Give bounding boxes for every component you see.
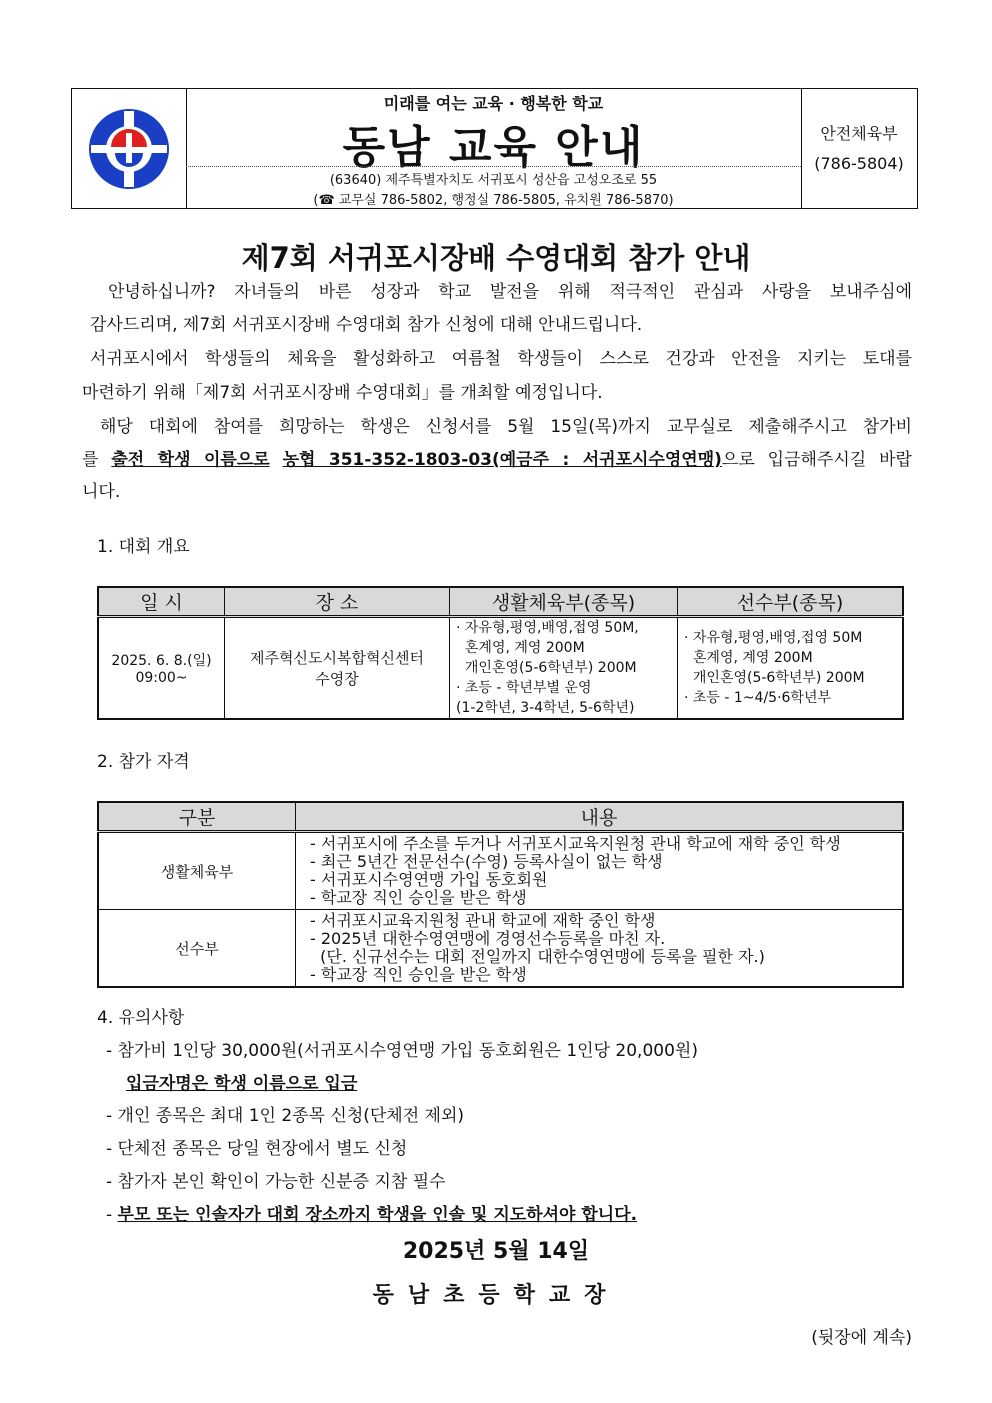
note-subitem: 입금자명은 학생 이름으로 입금	[126, 1074, 358, 1094]
list-item: · 초등 - 1~4/5·6학년부	[684, 690, 831, 706]
text: 으로 입금해주시길 바랍	[721, 450, 912, 470]
list-item: 혼계영, 계영 200M	[684, 650, 813, 666]
note-item: - 참가자 본인 확인이 가능한 신분증 지참 필수	[106, 1172, 446, 1192]
dash: -	[106, 1205, 113, 1225]
table-row	[98, 617, 903, 720]
category-cell: 선수부	[98, 910, 296, 988]
venue-text: 제주혁신도시복합혁신센터	[250, 649, 424, 667]
table-header-row	[98, 587, 903, 617]
column-header: 내용	[296, 802, 904, 832]
list-item: · 자유형,평영,배영,접영 50M,	[456, 620, 639, 636]
newsletter-title: 동남 교육 안내	[342, 122, 645, 173]
department-cell	[801, 89, 917, 208]
list-item: (단. 신규선수는 대회 전일까지 대한수영연맹에 등록을 필한 자.)	[310, 947, 765, 966]
category-cell: 생활체육부	[98, 832, 296, 910]
section-heading: 2. 참가 자격	[97, 752, 190, 772]
content-cell	[296, 910, 904, 988]
list-item: - 2025년 대한수영연맹에 경영선수등록을 마친 자.	[310, 929, 666, 948]
school-logo-icon	[87, 107, 171, 191]
column-header: 선수부(종목)	[678, 587, 904, 617]
event-venue	[225, 617, 450, 720]
intro-p3-line2	[82, 444, 912, 477]
logo-cell	[72, 89, 187, 208]
section-heading: 1. 대회 개요	[97, 537, 190, 557]
principal-signature: 동남초등학교장	[372, 1283, 620, 1308]
event-date	[98, 617, 225, 720]
intro-p3-line3: 니다.	[82, 482, 121, 502]
school-address: (63640) 제주특별자치도 서귀포시 성산읍 고성오조로 55	[329, 173, 658, 188]
event-overview-table	[97, 586, 904, 720]
note-item: - 참가비 1인당 30,000원(서귀포시수영연맹 가입 동호회원은 1인당 20,000원)	[106, 1041, 698, 1061]
list-item: · 초등 - 학년부별 운영	[456, 680, 592, 696]
table-row	[98, 832, 903, 910]
letterhead	[71, 88, 918, 209]
document-title: 제7회 서귀포시장배 수영대회 참가 안내	[241, 241, 751, 275]
department-name: 안전체육부	[820, 123, 898, 143]
school-phones: (☎ 교무실 786-5802, 행정실 786-5805, 유치원 786-5870)	[313, 193, 674, 208]
bank-account: 농협 351-352-1803-03(예금주 : 서귀포시수영연맹)	[282, 450, 722, 470]
life-sports-events	[450, 617, 678, 720]
athlete-events	[678, 617, 904, 720]
column-header: 구분	[98, 802, 296, 832]
note-item: - 단체전 종목은 당일 현장에서 별도 신청	[106, 1139, 408, 1159]
intro-p3-line1: 해당 대회에 참여를 희망하는 학생은 신청서를 5월 15일(목)까지 교무실로 제출해주시고 참가비	[100, 417, 912, 437]
slogan: 미래를 여는 교육 · 행복한 학교	[383, 94, 604, 113]
column-header: 일 시	[98, 587, 225, 617]
content-cell	[296, 832, 904, 910]
column-header: 생활체육부(종목)	[450, 587, 678, 617]
list-item: 개인혼영(5-6학년부) 200M	[456, 660, 637, 676]
list-item: - 서귀포시에 주소를 두거나 서귀포시교육지원청 관내 학교에 재학 중인 학생	[310, 834, 841, 853]
intro-p2-line2: 마련하기 위해「제7회 서귀포시장배 수영대회」를 개최할 예정입니다.	[82, 383, 603, 403]
list-item: - 학교장 직인 승인을 받은 학생	[310, 965, 527, 984]
letterhead-center	[186, 89, 802, 208]
date-text: 2025. 6. 8.(일)	[111, 653, 212, 669]
continued-note: (뒷장에 계속)	[811, 1328, 912, 1348]
intro-p1-line1: 안녕하십니까? 자녀들의 바른 성장과 학교 발전을 위해 적극적인 관심과 사랑을 보내주심에	[108, 282, 912, 302]
note-item: - 개인 종목은 최대 1인 2종목 신청(단체전 제외)	[106, 1106, 465, 1126]
list-item: · 자유형,평영,배영,접영 50M	[684, 630, 863, 646]
list-item: (1-2학년, 3-4학년, 5-6학년)	[456, 700, 635, 716]
list-item: - 서귀포시교육지원청 관내 학교에 재학 중인 학생	[310, 911, 656, 930]
section-heading: 4. 유의사항	[97, 1008, 185, 1028]
list-item: - 서귀포시수영연맹 가입 동호회원	[310, 870, 548, 889]
list-item: 개인혼영(5-6학년부) 200M	[684, 670, 865, 686]
guardian-notice: 부모 또는 인솔자가 대회 장소까지 학생을 인솔 및 지도하셔야 합니다.	[117, 1205, 638, 1225]
divider	[186, 166, 801, 167]
list-item: - 최근 5년간 전문선수(수영) 등록사실이 없는 학생	[310, 852, 663, 871]
table-row	[98, 910, 903, 988]
venue-text: 수영장	[315, 670, 359, 688]
intro-p2-line1: 서귀포시에서 학생들의 체육을 활성화하고 여름철 학생들이 스스로 건강과 안전을 지키는 토대를	[90, 349, 912, 369]
list-item: 혼계영, 계영 200M	[456, 640, 585, 656]
department-phone: (786-5804)	[814, 153, 904, 173]
time-text: 09:00~	[135, 670, 188, 686]
list-item: - 학교장 직인 승인을 받은 학생	[310, 888, 527, 907]
eligibility-table	[97, 801, 904, 988]
intro-p1-line2: 감사드리며, 제7회 서귀포시장배 수영대회 참가 신청에 대해 안내드립니다.	[90, 315, 643, 335]
text: 를	[82, 450, 99, 470]
column-header: 장 소	[225, 587, 450, 617]
payer-name-instruction: 출전 학생 이름으로	[111, 450, 270, 470]
issue-date: 2025년 5월 14일	[402, 1239, 590, 1264]
note-item	[106, 1200, 637, 1225]
table-header-row	[98, 802, 903, 832]
